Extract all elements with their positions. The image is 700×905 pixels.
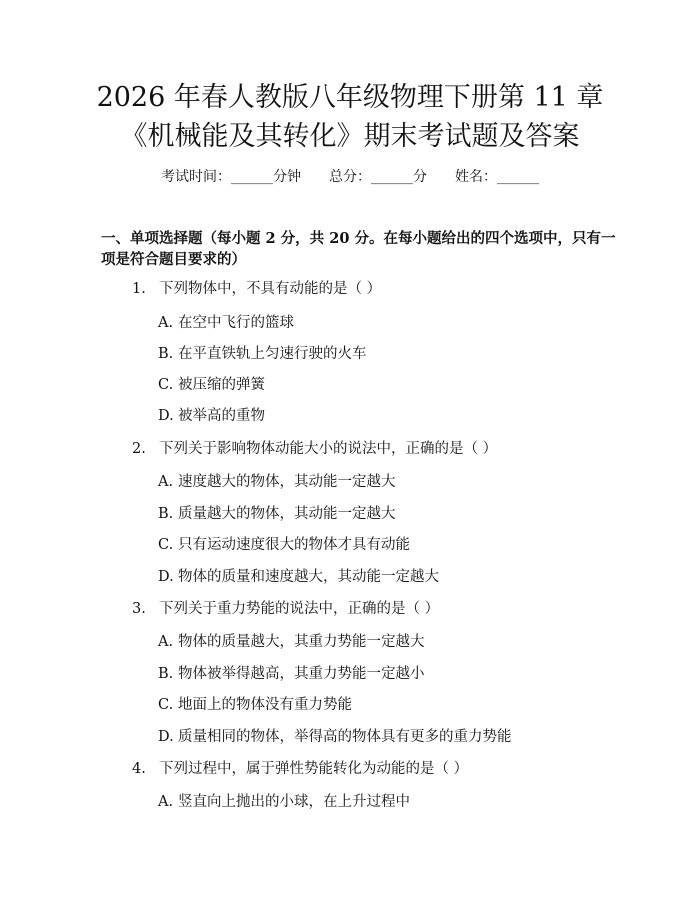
exam-meta-line — [0, 167, 700, 187]
option-text: 质量相同的物体，举得高的物体具有更多的重力势能 — [178, 729, 512, 745]
option-text: 物体被举得越高，其重力势能一定越小 — [178, 666, 425, 682]
option-label: D. — [158, 408, 174, 424]
exam-time-field: 考试时间：______分钟 — [161, 169, 301, 185]
question-text: 下列关于重力势能的说法中，正确的是（ ） — [159, 601, 440, 617]
question-number: 4. — [132, 761, 146, 777]
option-label: B. — [158, 346, 174, 362]
option-text: 地面上的物体没有重力势能 — [178, 697, 352, 713]
option-text: 在平直铁轨上匀速行驶的火车 — [178, 346, 367, 362]
option-text: 只有运动速度很大的物体才具有动能 — [178, 537, 410, 553]
question-number: 2. — [132, 441, 146, 457]
option-label: C. — [158, 537, 174, 553]
option-label: A. — [158, 315, 174, 331]
total-score-field: 总分：______分 — [329, 169, 427, 185]
question-text: 下列物体中，不具有动能的是（ ） — [159, 281, 382, 297]
option-label: A. — [158, 634, 174, 650]
option-label: D. — [158, 569, 174, 585]
option-text: 速度越大的物体，其动能一定越大 — [178, 474, 396, 490]
question-text: 下列关于影响物体动能大小的说法中，正确的是（ ） — [159, 441, 498, 457]
option-text: 物体的质量越大，其重力势能一定越大 — [178, 634, 425, 650]
option-label: C. — [158, 377, 174, 393]
question-number: 3. — [132, 601, 146, 617]
option-label: A. — [158, 794, 174, 810]
document-title-line-1: 2026 年春人教版八年级物理下册第 11 章 — [96, 82, 604, 113]
option-text: 物体的质量和速度越大，其动能一定越大 — [178, 569, 439, 585]
document-title-line-2: 《机械能及其转化》期末考试题及答案 — [120, 121, 580, 152]
option-text: 竖直向上抛出的小球，在上升过程中 — [178, 794, 410, 810]
option-text: 在空中飞行的篮球 — [178, 315, 294, 331]
option-label: A. — [158, 474, 174, 490]
option-label: B. — [158, 666, 174, 682]
option-label: C. — [158, 697, 174, 713]
option-text: 被压缩的弹簧 — [178, 377, 265, 393]
student-name-field: 姓名：______ — [455, 169, 539, 185]
option-label: D. — [158, 729, 174, 745]
option-text: 质量越大的物体，其动能一定越大 — [178, 506, 396, 522]
section-heading-single-choice: 一、单项选择题（每小题 2 分，共 20 分。在每小题给出的四个选项中，只有一项是符合题目要求的） — [101, 230, 616, 268]
question-text: 下列过程中，属于弹性势能转化为动能的是（ ） — [159, 761, 469, 777]
option-text: 被举高的重物 — [178, 408, 265, 424]
question-number: 1. — [132, 281, 146, 297]
option-label: B. — [158, 506, 174, 522]
